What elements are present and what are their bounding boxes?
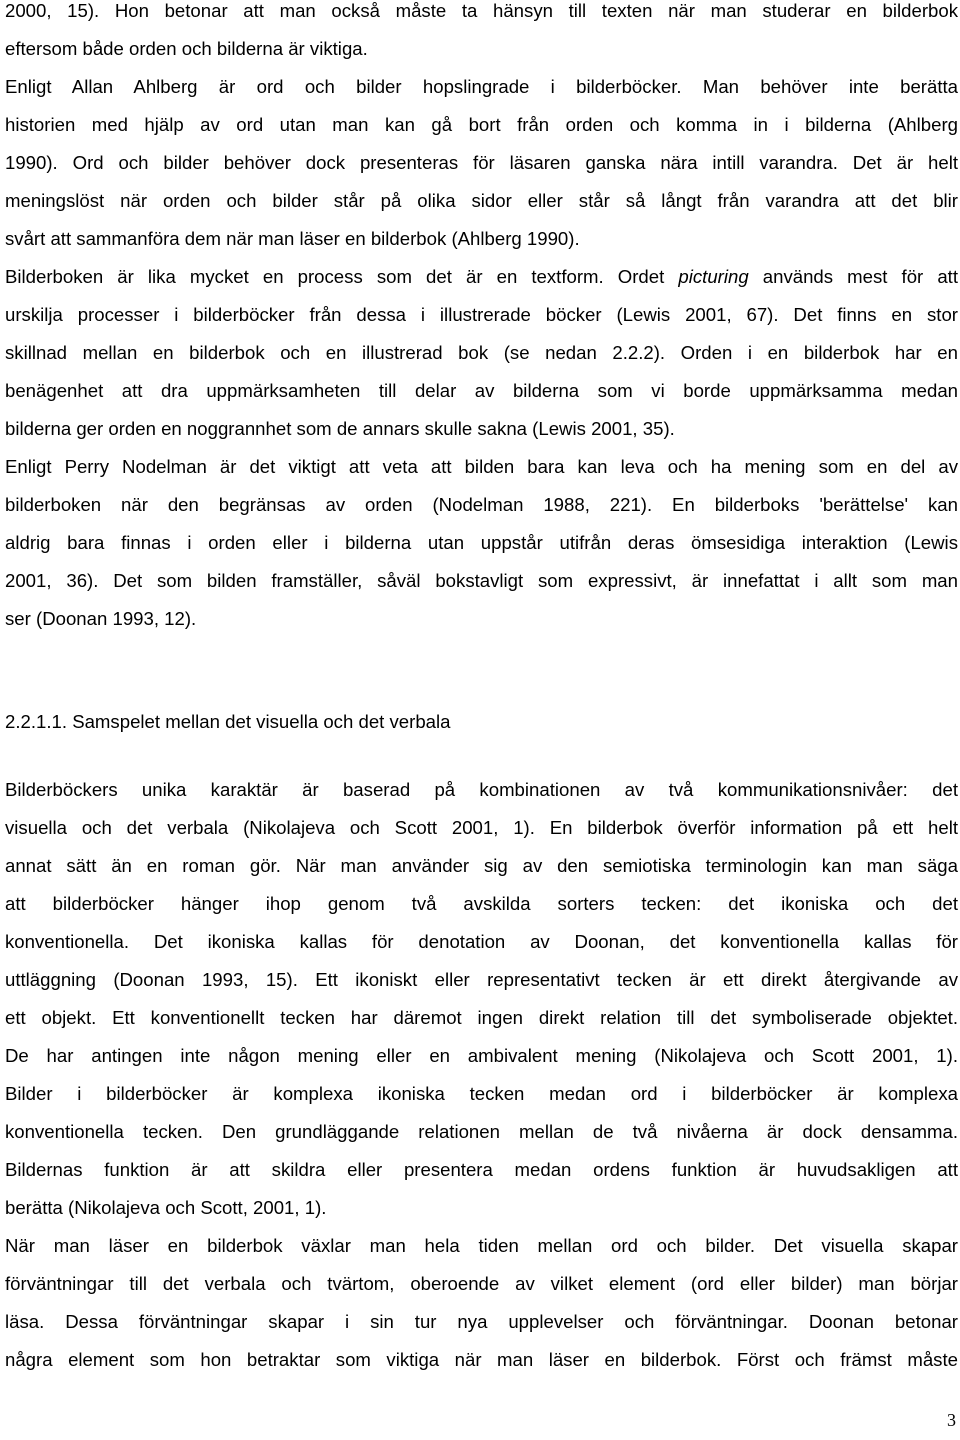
text-line: uttläggning (Doonan 1993, 15). Ett ikoniskt eller representativt tecken är ett direkt återgivande av [5, 969, 958, 990]
text-line: Enligt Perry Nodelman är det viktigt att veta att bilden bara kan leva och ha mening som en del av [5, 456, 958, 477]
paragraph [5, 1227, 958, 1379]
text-line: benägenhet att dra uppmärksamheten till delar av bilderna som vi borde uppmärksamma medan [5, 380, 958, 401]
text-line: aldrig bara finnas i orden eller i bilderna utan uppstår utifrån deras ömsesidiga interaktion (Lewis [5, 532, 958, 553]
text-line: Bilder i bilderböcker är komplexa ikoniska tecken medan ord i bilderböcker är komplexa [5, 1083, 958, 1104]
text-line: meningslöst när orden och bilder står på olika sidor eller står så långt från varandra att det blir [5, 190, 958, 211]
text-line: några element som hon betraktar som viktiga när man läser en bilderbok. Först och främst måste [5, 1349, 958, 1370]
paragraph [5, 448, 958, 638]
text-line: ett objekt. Ett konventionellt tecken har däremot ingen direkt relation till det symboliserade objektet. [5, 1007, 958, 1028]
text-line: historien med hjälp av ord utan man kan gå bort från orden och komma in i bilderna (Ahlberg [5, 114, 958, 135]
text-segment: Bilderboken är lika mycket en process som det är en textform. Ordet [5, 266, 665, 287]
text-line [5, 258, 958, 296]
text-line: berätta (Nikolajeva och Scott, 2001, 1). [5, 1197, 327, 1218]
paragraph [5, 258, 958, 448]
text-line: urskilja processer i bilderböcker från dessa i illustrerade böcker (Lewis 2001, 67). Det finns en stor [5, 304, 958, 325]
text-line: att bilderböcker hänger ihop genom två avskilda sorters tecken: det ikoniska och det [5, 893, 958, 914]
text-line: läsa. Dessa förväntningar skapar i sin tur nya upplevelser och förväntningar. Doonan betonar [5, 1311, 958, 1332]
section-heading: 2.2.1.1. Samspelet mellan det visuella och det verbala [5, 711, 451, 732]
text-line: Bildernas funktion är att skildra eller presentera medan ordens funktion är huvudsakligen att [5, 1159, 958, 1180]
text-line: När man läser en bilderbok växlar man hela tiden mellan ord och bilder. Det visuella skapar [5, 1235, 958, 1256]
text-line: skillnad mellan en bilderbok och en illustrerad bok (se nedan 2.2.2). Orden i en bilderbok har en [5, 342, 958, 363]
text-line: Bilderböckers unika karaktär är baserad på kombinationen av två kommunikationsnivåer: det [5, 779, 958, 800]
text-line: konventionella. Det ikoniska kallas för denotation av Doonan, det konventionella kallas för [5, 931, 958, 952]
text-line: svårt att sammanföra dem när man läser en bilderbok (Ahlberg 1990). [5, 228, 580, 249]
text-line: 2000, 15). Hon betonar att man också måste ta hänsyn till texten när man studerar en bilderbok [5, 0, 958, 21]
text-line: eftersom både orden och bilderna är viktiga. [5, 38, 368, 59]
text-line: visuella och det verbala (Nikolajeva och Scott 2001, 1). En bilderbok överför information på ett helt [5, 817, 958, 838]
text-line: 2001, 36). Det som bilden framställer, såväl bokstavligt som expressivt, är innefattat i allt som man [5, 570, 958, 591]
text-line: annat sätt än en roman gör. När man använder sig av den semiotiska terminologin kan man säga [5, 855, 958, 876]
paragraph [5, 68, 958, 258]
text-line: förväntningar till det verbala och tvärtom, oberoende av vilket element (ord eller bilder) man börjar [5, 1273, 958, 1294]
text-line: ser (Doonan 1993, 12). [5, 608, 197, 629]
text-line: konventionella tecken. Den grundläggande relationen mellan de två nivåerna är dock densamma. [5, 1121, 958, 1142]
text-segment: används mest för att [762, 266, 958, 287]
paragraph [5, 0, 958, 68]
text-line: Enligt Allan Ahlberg är ord och bilder hopslingrade i bilderböcker. Man behöver inte berätta [5, 76, 958, 97]
text-line: De har antingen inte någon mening eller en ambivalent mening (Nikolajeva och Scott 2001, 1). [5, 1045, 958, 1066]
paragraph [5, 771, 958, 1227]
italic-term: picturing [678, 266, 749, 287]
text-line: bilderna ger orden en noggrannhet som de annars skulle sakna (Lewis 2001, 35). [5, 418, 675, 439]
text-line: bilderboken när den begränsas av orden (Nodelman 1988, 221). En bilderboks 'berättelse' kan [5, 494, 958, 515]
page-number: 3 [947, 1410, 956, 1430]
document-page [5, 0, 958, 1379]
text-line: 1990). Ord och bilder behöver dock presenteras för läsaren ganska nära intill varandra. Det är helt [5, 152, 958, 173]
